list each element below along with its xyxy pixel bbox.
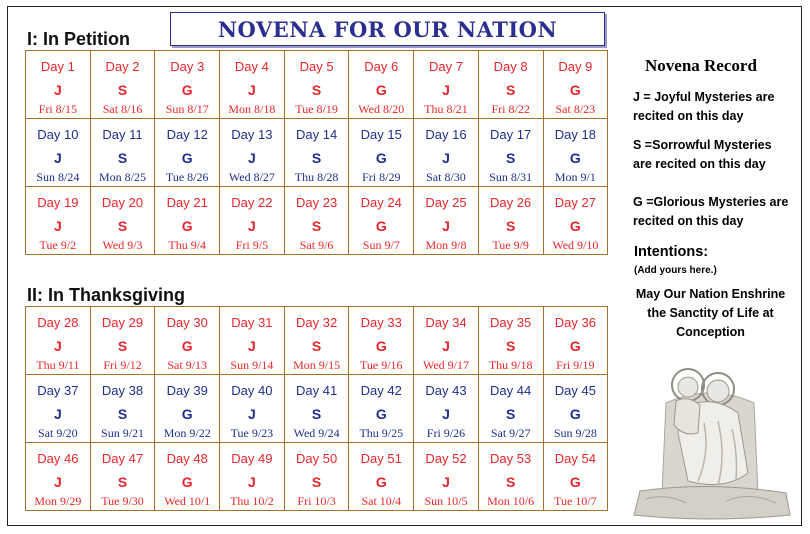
date-label: Sat 8/16 [102, 102, 143, 116]
date-label: Mon 9/22 [163, 426, 211, 440]
mystery-letter: J [442, 474, 450, 490]
day-cell [91, 119, 156, 187]
day-label: Day 1 [40, 59, 75, 74]
page-title: NOVENA FOR OUR NATION [170, 12, 605, 46]
mystery-letter: S [505, 82, 516, 98]
day-label: Day 5 [299, 59, 334, 74]
date-label: Thu 9/18 [488, 358, 533, 372]
date-label: Mon 8/18 [228, 102, 276, 116]
day-label: Day 8 [493, 59, 528, 74]
day-label: Day 44 [490, 383, 532, 398]
day-label: Day 41 [295, 383, 338, 398]
day-cell [285, 119, 350, 187]
mystery-letter: S [311, 218, 322, 234]
date-label: Sat 8/23 [555, 102, 596, 116]
day-label: Day 15 [360, 127, 402, 142]
day-cell [155, 443, 220, 511]
mystery-letter: G [569, 474, 581, 490]
day-label: Day 49 [231, 451, 273, 466]
date-label: Tue 9/2 [39, 238, 77, 252]
day-label: Day 23 [295, 195, 338, 210]
day-label: Day 6 [364, 59, 399, 74]
date-label: Sun 9/28 [553, 426, 597, 440]
day-label: Day 21 [166, 195, 208, 210]
day-label: Day 4 [234, 59, 269, 74]
date-label: Tue 8/26 [165, 170, 209, 184]
day-cell [414, 375, 479, 443]
legend-sorrowful: S =Sorrowful Mysteries are recited on this day [633, 138, 772, 171]
mystery-letter: J [53, 406, 62, 422]
mystery-letter: J [53, 338, 62, 354]
date-label: Sat 10/4 [361, 494, 402, 508]
mystery-letter: G [181, 338, 193, 354]
date-label: Sat 8/30 [426, 170, 466, 184]
mystery-letter: J [53, 82, 62, 98]
mystery-letter: S [117, 218, 128, 234]
day-cell [349, 443, 414, 511]
petition-heading: I: In Petition [27, 29, 130, 49]
day-label: Day 20 [101, 195, 144, 210]
day-cell [155, 307, 220, 375]
day-cell [285, 51, 350, 119]
day-label: Day 43 [425, 383, 467, 398]
day-label: Day 17 [490, 127, 532, 142]
day-label: Day 3 [170, 59, 205, 74]
day-label: Day 11 [102, 127, 143, 142]
day-label: Day 46 [37, 451, 79, 466]
mystery-letter: G [375, 474, 387, 490]
day-cell [26, 443, 91, 511]
day-cell [155, 375, 220, 443]
day-cell [220, 51, 285, 119]
mystery-letter: S [311, 82, 322, 98]
mystery-letter: J [248, 474, 256, 490]
date-label: Tue 9/9 [492, 238, 529, 252]
date-label: Thu 8/21 [424, 102, 468, 116]
day-label: Day 47 [101, 451, 144, 466]
day-cell [285, 375, 350, 443]
day-label: Day 31 [231, 315, 273, 330]
intentions-label: Intentions: [634, 244, 709, 260]
day-cell [220, 187, 285, 255]
date-label: Wed 9/24 [293, 426, 340, 440]
day-label: Day 27 [554, 195, 596, 210]
day-label: Day 36 [554, 315, 596, 330]
day-cell [155, 119, 220, 187]
day-cell [91, 187, 156, 255]
day-label: Day 33 [360, 315, 402, 330]
date-label: Sat 9/20 [38, 426, 78, 440]
madonna-child-statue-image [626, 363, 794, 523]
day-label: Day 13 [231, 127, 273, 142]
legend-joyful: J = Joyful Mysteries are recited on this day [633, 90, 775, 123]
day-cell [91, 375, 156, 443]
date-label: Thu 9/11 [36, 358, 80, 372]
day-cell [479, 51, 544, 119]
date-label: Fri 9/19 [556, 358, 595, 372]
date-label: Tue 9/16 [359, 358, 403, 372]
date-label: Fri 9/5 [235, 238, 269, 252]
day-cell [349, 119, 414, 187]
day-label: Day 2 [105, 59, 140, 74]
add-intentions-note: (Add yours here.) [634, 265, 717, 276]
day-label: Day 32 [295, 315, 338, 330]
day-cell [479, 375, 544, 443]
day-cell [544, 307, 609, 375]
day-label: Day 53 [490, 451, 532, 466]
mystery-letter: S [505, 338, 516, 354]
mystery-letter: S [311, 150, 322, 166]
day-cell [220, 307, 285, 375]
date-label: Thu 10/2 [230, 494, 274, 508]
day-label: Day 16 [425, 127, 467, 142]
mystery-letter: G [375, 150, 387, 166]
day-cell [349, 307, 414, 375]
day-cell [26, 187, 91, 255]
date-label: Mon 9/1 [554, 170, 596, 184]
mystery-letter: G [569, 82, 581, 98]
mystery-letter: S [117, 406, 128, 422]
day-label: Day 42 [360, 383, 402, 398]
date-label: Sun 10/5 [424, 494, 468, 508]
day-label: Day 30 [166, 315, 208, 330]
petition-calendar-grid [25, 50, 608, 255]
day-label: Day 38 [101, 383, 144, 398]
day-cell [544, 51, 609, 119]
day-cell [544, 375, 609, 443]
mystery-letter: G [569, 150, 581, 166]
mystery-letter: S [505, 218, 516, 234]
day-label: Day 52 [425, 451, 467, 466]
mystery-letter: J [442, 150, 450, 166]
mystery-letter: S [505, 406, 516, 422]
mystery-letter: G [375, 218, 387, 234]
day-label: Day 28 [37, 315, 79, 330]
date-label: Sun 8/31 [489, 170, 533, 184]
day-cell [26, 51, 91, 119]
date-label: Fri 8/29 [362, 170, 401, 184]
mystery-letter: G [181, 150, 193, 166]
day-cell [155, 51, 220, 119]
mystery-letter: S [505, 474, 516, 490]
intention-text: May Our Nation Enshrine the Sanctity of Life at Conception [635, 287, 786, 339]
date-label: Sun 9/21 [101, 426, 145, 440]
date-label: Fri 9/12 [103, 358, 142, 372]
day-cell [414, 443, 479, 511]
day-cell [414, 51, 479, 119]
day-cell [349, 187, 414, 255]
legend-glorious: G =Glorious Mysteries are recited on this day [633, 195, 789, 228]
date-label: Sat 9/13 [167, 358, 208, 372]
mystery-letter: J [53, 474, 62, 490]
date-label: Mon 8/25 [99, 170, 147, 184]
day-label: Day 7 [428, 59, 463, 74]
day-cell [285, 187, 350, 255]
date-label: Fri 10/3 [297, 494, 336, 508]
day-label: Day 29 [101, 315, 144, 330]
day-label: Day 51 [360, 451, 402, 466]
day-label: Day 40 [231, 383, 273, 398]
date-label: Fri 9/26 [426, 426, 466, 440]
mystery-letter: J [442, 338, 450, 354]
mystery-letter: G [569, 338, 581, 354]
day-cell [414, 307, 479, 375]
mystery-letter: G [181, 406, 193, 422]
date-label: Wed 10/1 [164, 494, 211, 508]
day-cell [26, 119, 91, 187]
mystery-letter: J [248, 218, 256, 234]
day-cell [479, 187, 544, 255]
mystery-letter: S [311, 338, 322, 354]
day-label: Day 14 [295, 127, 338, 142]
date-label: Thu 9/25 [359, 426, 404, 440]
mystery-letter: J [442, 218, 450, 234]
day-label: Day 54 [554, 451, 596, 466]
mystery-letter: G [181, 474, 193, 490]
mystery-letter: S [117, 474, 128, 490]
date-label: Mon 10/6 [487, 494, 535, 508]
day-cell [349, 51, 414, 119]
day-label: Day 45 [554, 383, 596, 398]
date-label: Wed 9/3 [102, 238, 143, 252]
day-label: Day 50 [295, 451, 338, 466]
date-label: Wed 8/20 [358, 102, 405, 116]
day-cell [155, 187, 220, 255]
date-label: Wed 9/10 [552, 238, 599, 252]
day-label: Day 24 [360, 195, 402, 210]
mystery-letter: G [181, 218, 193, 234]
date-label: Tue 10/7 [554, 494, 597, 508]
date-label: Sat 9/6 [299, 238, 334, 252]
mystery-letter: J [442, 82, 450, 98]
mystery-letter: S [117, 82, 128, 98]
date-label: Mon 9/15 [293, 358, 341, 372]
day-cell [349, 375, 414, 443]
mystery-letter: J [248, 150, 256, 166]
date-label: Thu 9/4 [168, 238, 207, 252]
mystery-letter: G [375, 406, 387, 422]
mystery-letter: J [53, 218, 62, 234]
date-label: Thu 8/28 [294, 170, 339, 184]
day-cell [414, 187, 479, 255]
day-cell [220, 443, 285, 511]
day-cell [220, 119, 285, 187]
mystery-letter: S [117, 338, 128, 354]
mystery-letter: G [569, 218, 581, 234]
date-label: Tue 9/30 [101, 494, 144, 508]
day-label: Day 37 [37, 383, 79, 398]
mystery-letter: S [117, 150, 128, 166]
mystery-letter: J [248, 406, 256, 422]
mystery-letter: J [248, 338, 256, 354]
day-label: Day 18 [554, 127, 596, 142]
date-label: Wed 9/17 [422, 358, 469, 372]
day-cell [479, 119, 544, 187]
day-cell [91, 443, 156, 511]
novena-record-title: Novena Record [645, 56, 757, 75]
date-label: Mon 9/8 [425, 238, 467, 252]
day-cell [479, 443, 544, 511]
day-label: Day 9 [558, 59, 593, 74]
mystery-letter: J [53, 150, 62, 166]
day-label: Day 48 [166, 451, 208, 466]
mystery-letter: G [569, 406, 581, 422]
day-label: Day 26 [490, 195, 532, 210]
day-cell [220, 375, 285, 443]
day-cell [26, 375, 91, 443]
date-label: Mon 9/29 [34, 494, 82, 508]
mystery-letter: G [375, 82, 387, 98]
day-cell [285, 307, 350, 375]
day-label: Day 35 [490, 315, 532, 330]
day-cell [479, 307, 544, 375]
date-label: Sat 9/27 [490, 426, 531, 440]
thanksgiving-calendar-grid [25, 306, 608, 511]
day-label: Day 10 [37, 127, 79, 142]
day-label: Day 19 [37, 195, 79, 210]
day-cell [91, 307, 156, 375]
mystery-letter: G [181, 82, 193, 98]
thanksgiving-heading: II: In Thanksgiving [27, 285, 186, 305]
date-label: Tue 9/23 [230, 426, 274, 440]
date-label: Sun 9/14 [230, 358, 274, 372]
day-cell [285, 443, 350, 511]
date-label: Fri 8/22 [491, 102, 530, 116]
mystery-letter: S [505, 150, 516, 166]
mystery-letter: J [248, 82, 256, 98]
day-cell [91, 51, 156, 119]
date-label: Tue 8/19 [295, 102, 338, 116]
day-cell [544, 187, 609, 255]
mystery-letter: G [375, 338, 387, 354]
day-label: Day 34 [425, 315, 467, 330]
mystery-letter: S [311, 474, 322, 490]
day-cell [414, 119, 479, 187]
date-label: Sun 9/7 [362, 238, 400, 252]
date-label: Sun 8/17 [165, 102, 209, 116]
date-label: Fri 8/15 [38, 102, 78, 116]
day-label: Day 12 [166, 127, 208, 142]
day-cell [544, 443, 609, 511]
date-label: Wed 8/27 [228, 170, 275, 184]
date-label: Sun 8/24 [36, 170, 80, 184]
day-label: Day 25 [425, 195, 467, 210]
day-label: Day 39 [166, 383, 208, 398]
day-label: Day 22 [231, 195, 273, 210]
mystery-letter: S [311, 406, 322, 422]
day-cell [544, 119, 609, 187]
day-cell [26, 307, 91, 375]
mystery-letter: J [442, 406, 450, 422]
